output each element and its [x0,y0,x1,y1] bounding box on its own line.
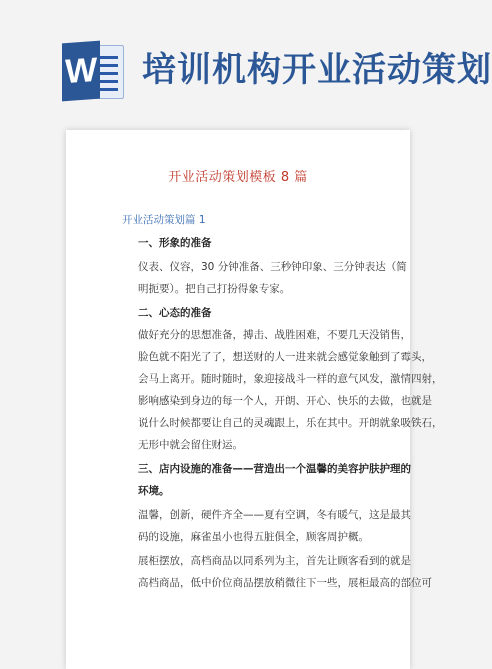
paragraph-line: 高档商品，低中价位商品摆放稍微往下一些，展柜最高的部位可 [138,577,432,589]
paragraph-line: 无形中就会留住财运。 [138,439,243,451]
heading-facility-prep: 三、店内设施的准备——营造出一个温馨的美容护肤护理的 [138,463,411,475]
paragraph-line: 展柜摆放，高档商品以同系列为主，首先让顾客看到的就是 [138,555,411,567]
document-title: 开业活动策划模板 8 篇 [168,170,308,185]
heading-facility-prep-cont: 环境。 [138,485,170,497]
heading-image-prep: 一、形象的准备 [138,237,212,249]
word-logo-letter: W [62,41,100,102]
paragraph-line: 脸色就不阳光了了，想送财的人一进来就会感觉象触到了霉头， [138,351,432,363]
paragraph-line: 会马上离开。随时随时，象迎接战斗一样的意气风发，激情四射， [138,373,443,385]
banner-title: 培训机构开业活动策划 [142,50,492,90]
paragraph-line: 影响感染到身边的每一个人，开朗、开心、快乐的去做，也就是 [138,395,432,407]
paragraph-line: 说什么时候都要让自己的灵魂跟上，乐在其中。开朗就象吸铁石， [138,417,443,429]
paragraph-line: 仪表、仪容，30 分钟准备、三秒钟印象、三分钟表达（简 [138,261,407,273]
word-document-icon [62,42,124,100]
paragraph-line: 温馨，创新，硬件齐全——夏有空调，冬有暖气，这是最其 [138,509,411,521]
document-page [66,130,443,669]
section-heading: 开业活动策划篇 1 [122,214,206,226]
paragraph-line: 做好充分的思想准备，搏击、战胜困难，不要几天没销售， [138,329,411,341]
header-banner [0,0,492,110]
heading-mindset-prep: 二、心态的准备 [138,307,212,319]
paragraph-line: 明扼要）。把自己打扮得象专家。 [138,283,291,295]
paragraph-line: 码的设施，麻雀虽小也得五脏俱全，顾客周护概。 [138,531,369,543]
